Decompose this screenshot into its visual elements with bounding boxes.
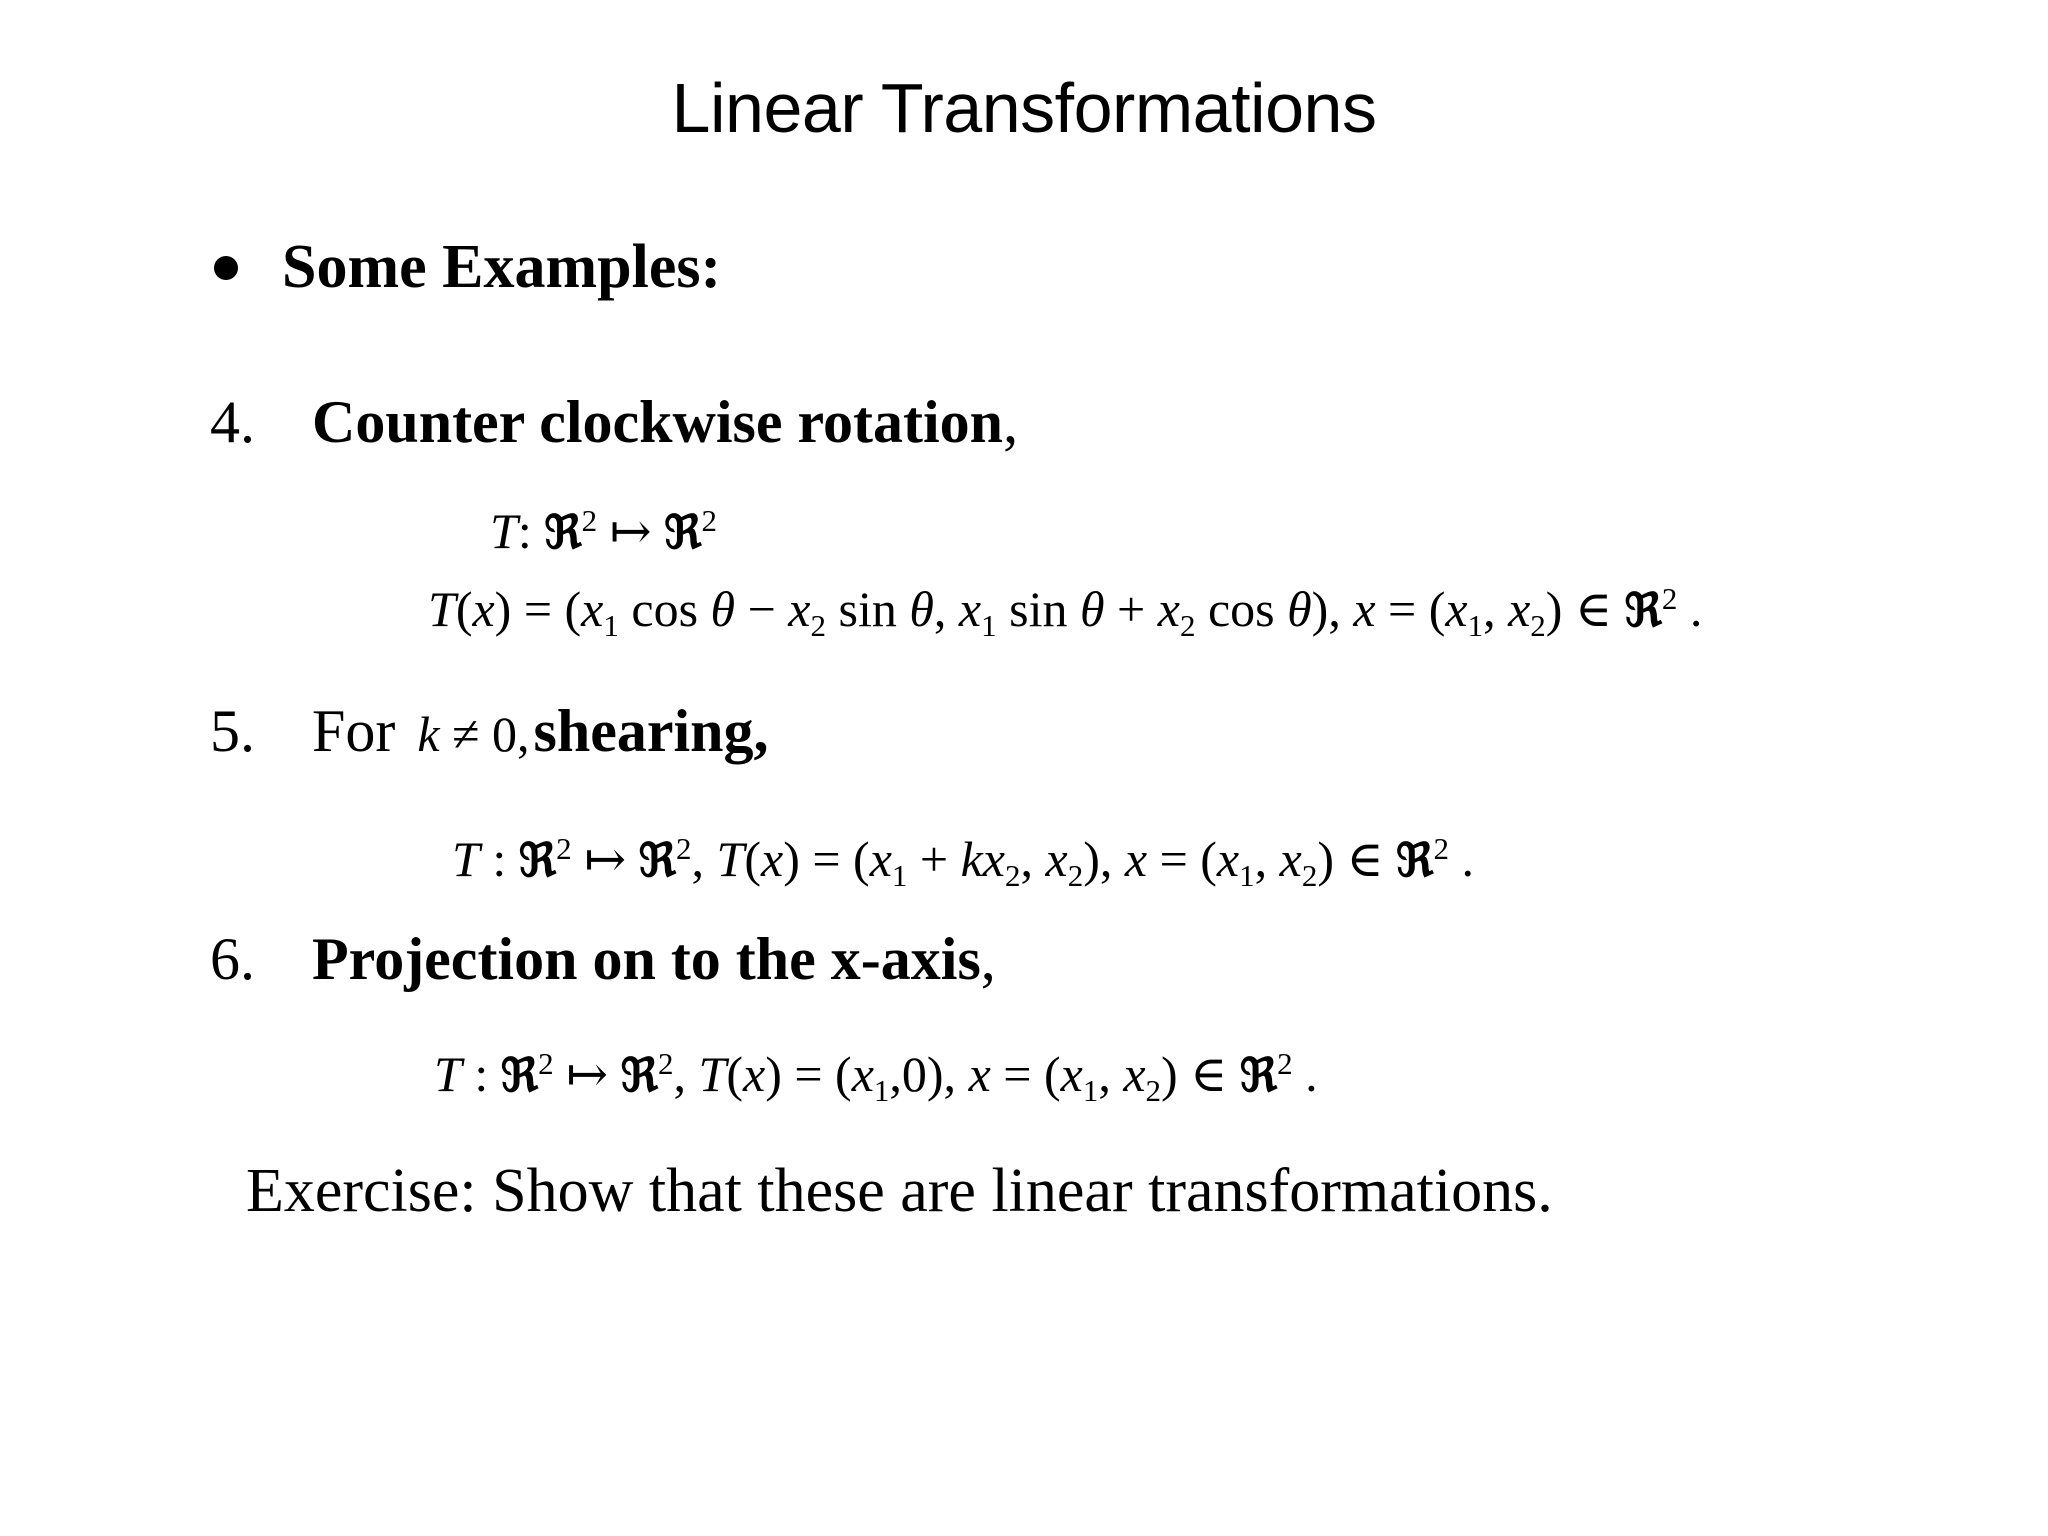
item-5-prefix: For — [312, 698, 396, 764]
item-4-title: Counter clockwise rotation — [312, 389, 1004, 455]
item-5-title: shearing, — [533, 698, 769, 764]
item-4-suffix: , — [1003, 389, 1019, 455]
section-heading: Some Examples: — [282, 233, 722, 301]
item-5-formula: T : ℜ$^2$ ↦ ℜ$^2$, $T(x) = (x_1 + kx_2$, $x_2$), $x = (x_1$, $x_2$) ∈ ℜ$^2$ . — [452, 830, 1474, 893]
bullet-dot-icon — [214, 256, 238, 280]
item-6-suffix: , — [980, 926, 996, 992]
item-6-number: 6. — [210, 926, 255, 992]
item-4-formula-1: T: ℜ$^2$ ↦ ℜ$^2$ — [490, 502, 718, 559]
exercise-text: Exercise: Show that these are linear transformations. — [246, 1157, 1553, 1225]
slide-title: Linear Transformations — [671, 69, 1377, 147]
item-5-heading — [312, 697, 769, 766]
item-4-formula-2: $T(x) = (x_1$ $\cos \theta - x_2$ sin θ, $x_1$ $\sin \theta + x_2$ cos θ), $x = (x_1$, $x_2$) ∈ ℜ$^2$ . — [428, 580, 1703, 643]
item-4-number: 4. — [210, 389, 255, 455]
item-6-heading — [312, 925, 996, 994]
item-6-title: Projection on to the x-axis — [312, 926, 981, 992]
item-5-number: 5. — [210, 698, 255, 764]
item-5-condition: k ≠ 0, — [417, 706, 530, 762]
item-6-formula: T : ℜ$^2$ ↦ ℜ$^2$, $T(x) = (x_1,0)$, $x = (x_1$, $x_2$) ∈ ℜ$^2$ . — [434, 1045, 1318, 1108]
item-4-heading — [312, 388, 1018, 457]
